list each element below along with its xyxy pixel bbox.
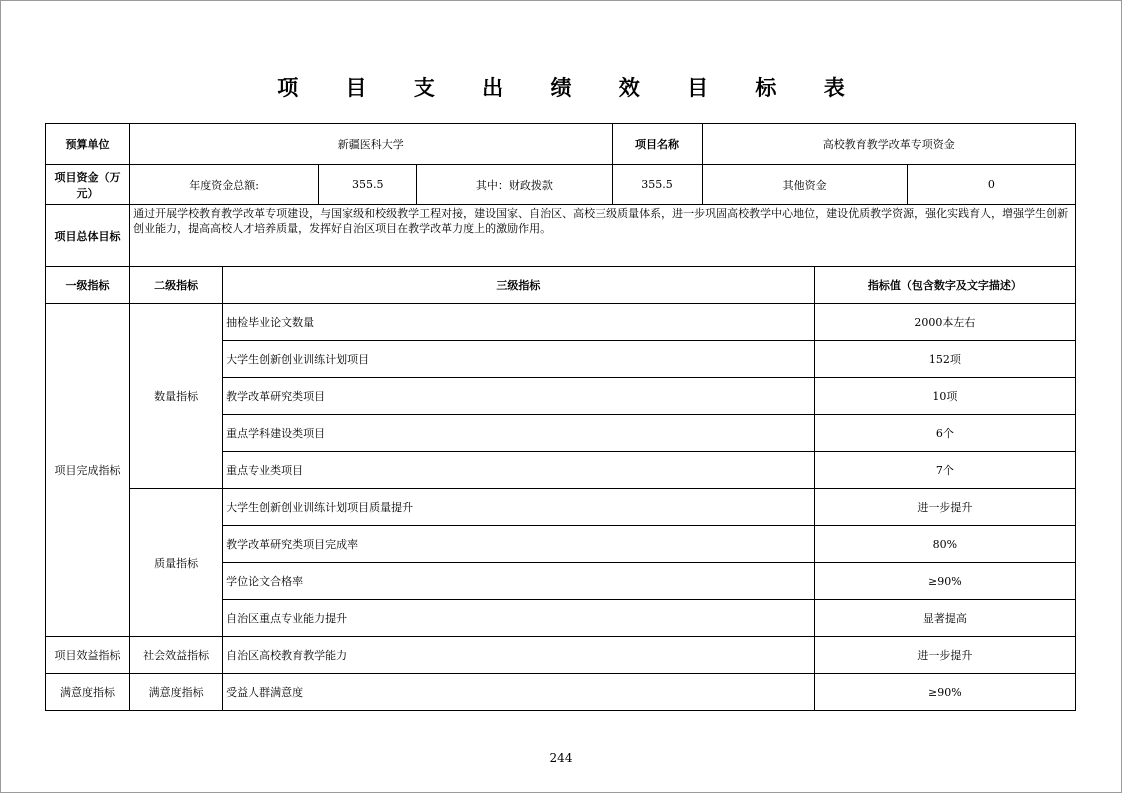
other-funds-value: 0 xyxy=(907,165,1075,205)
header-level2: 二级指标 xyxy=(130,267,223,304)
budget-row xyxy=(46,124,1076,165)
value-cell: ≥90% xyxy=(814,674,1075,711)
indicator-cell: 自治区高校教育教学能力 xyxy=(223,637,815,674)
header-level3: 三级指标 xyxy=(223,267,815,304)
indicator-cell: 大学生创新创业训练计划项目 xyxy=(223,341,815,378)
table-row xyxy=(46,489,1076,526)
value-cell: 152项 xyxy=(814,341,1075,378)
group-social-benefit: 社会效益指标 xyxy=(130,637,223,674)
value-cell: 10项 xyxy=(814,378,1075,415)
value-cell: ≥90% xyxy=(814,563,1075,600)
fiscal-funds-value: 355.5 xyxy=(612,165,702,205)
fiscal-funds-label: 其中：财政拨款 xyxy=(417,165,612,205)
group-benefit: 项目效益指标 xyxy=(46,637,130,674)
table-row xyxy=(46,637,1076,674)
project-name-value: 高校教育教学改革专项资金 xyxy=(702,124,1075,165)
performance-goal-table xyxy=(45,123,1076,711)
overall-goal-text: 通过开展学校教育教学改革专项建设，与国家级和校级教学工程对接，建设国家、自治区、高校三级质量体系，进一步巩固高校教学中心地位，建设优质教学资源，强化实践育人，增强学生创新创业能力，提高高校人才培养质量，发挥好自治区项目在教学改革力度上的激励作用。 xyxy=(130,205,1076,267)
indicator-cell: 抽检毕业论文数量 xyxy=(223,304,815,341)
header-value: 指标值（包含数字及文字描述） xyxy=(814,267,1075,304)
value-cell: 80% xyxy=(814,526,1075,563)
indicator-cell: 重点学科建设类项目 xyxy=(223,415,815,452)
other-funds-label: 其他资金 xyxy=(702,165,907,205)
page-title: 项 目 支 出 绩 效 目 标 表 xyxy=(277,76,865,100)
indicator-cell: 自治区重点专业能力提升 xyxy=(223,600,815,637)
budget-unit-value: 新疆医科大学 xyxy=(130,124,612,165)
project-name-label: 项目名称 xyxy=(612,124,702,165)
value-cell: 进一步提升 xyxy=(814,489,1075,526)
value-cell: 2000本左右 xyxy=(814,304,1075,341)
indicator-cell: 受益人群满意度 xyxy=(223,674,815,711)
indicator-cell: 重点专业类项目 xyxy=(223,452,815,489)
total-funds-label: 年度资金总额: xyxy=(130,165,319,205)
value-cell: 进一步提升 xyxy=(814,637,1075,674)
budget-unit-label: 预算单位 xyxy=(46,124,130,165)
page-number: 244 xyxy=(549,751,573,765)
overall-goal-label: 项目总体目标 xyxy=(46,205,130,267)
indicator-cell: 教学改革研究类项目 xyxy=(223,378,815,415)
indicator-cell: 学位论文合格率 xyxy=(223,563,815,600)
total-funds-value: 355.5 xyxy=(319,165,417,205)
funds-label: 项目资金（万元） xyxy=(46,165,130,205)
group-completion: 项目完成指标 xyxy=(46,304,130,637)
overall-goal-row xyxy=(46,205,1076,267)
funds-row xyxy=(46,165,1076,205)
header-row xyxy=(46,267,1076,304)
group-satisfaction-sub: 满意度指标 xyxy=(130,674,223,711)
table-row xyxy=(46,674,1076,711)
value-cell: 6个 xyxy=(814,415,1075,452)
group-quantity: 数量指标 xyxy=(130,304,223,489)
header-level1: 一级指标 xyxy=(46,267,130,304)
value-cell: 显著提高 xyxy=(814,600,1075,637)
value-cell: 7个 xyxy=(814,452,1075,489)
group-quality: 质量指标 xyxy=(130,489,223,637)
table-row xyxy=(46,304,1076,341)
group-satisfaction: 满意度指标 xyxy=(46,674,130,711)
indicator-cell: 教学改革研究类项目完成率 xyxy=(223,526,815,563)
indicator-cell: 大学生创新创业训练计划项目质量提升 xyxy=(223,489,815,526)
